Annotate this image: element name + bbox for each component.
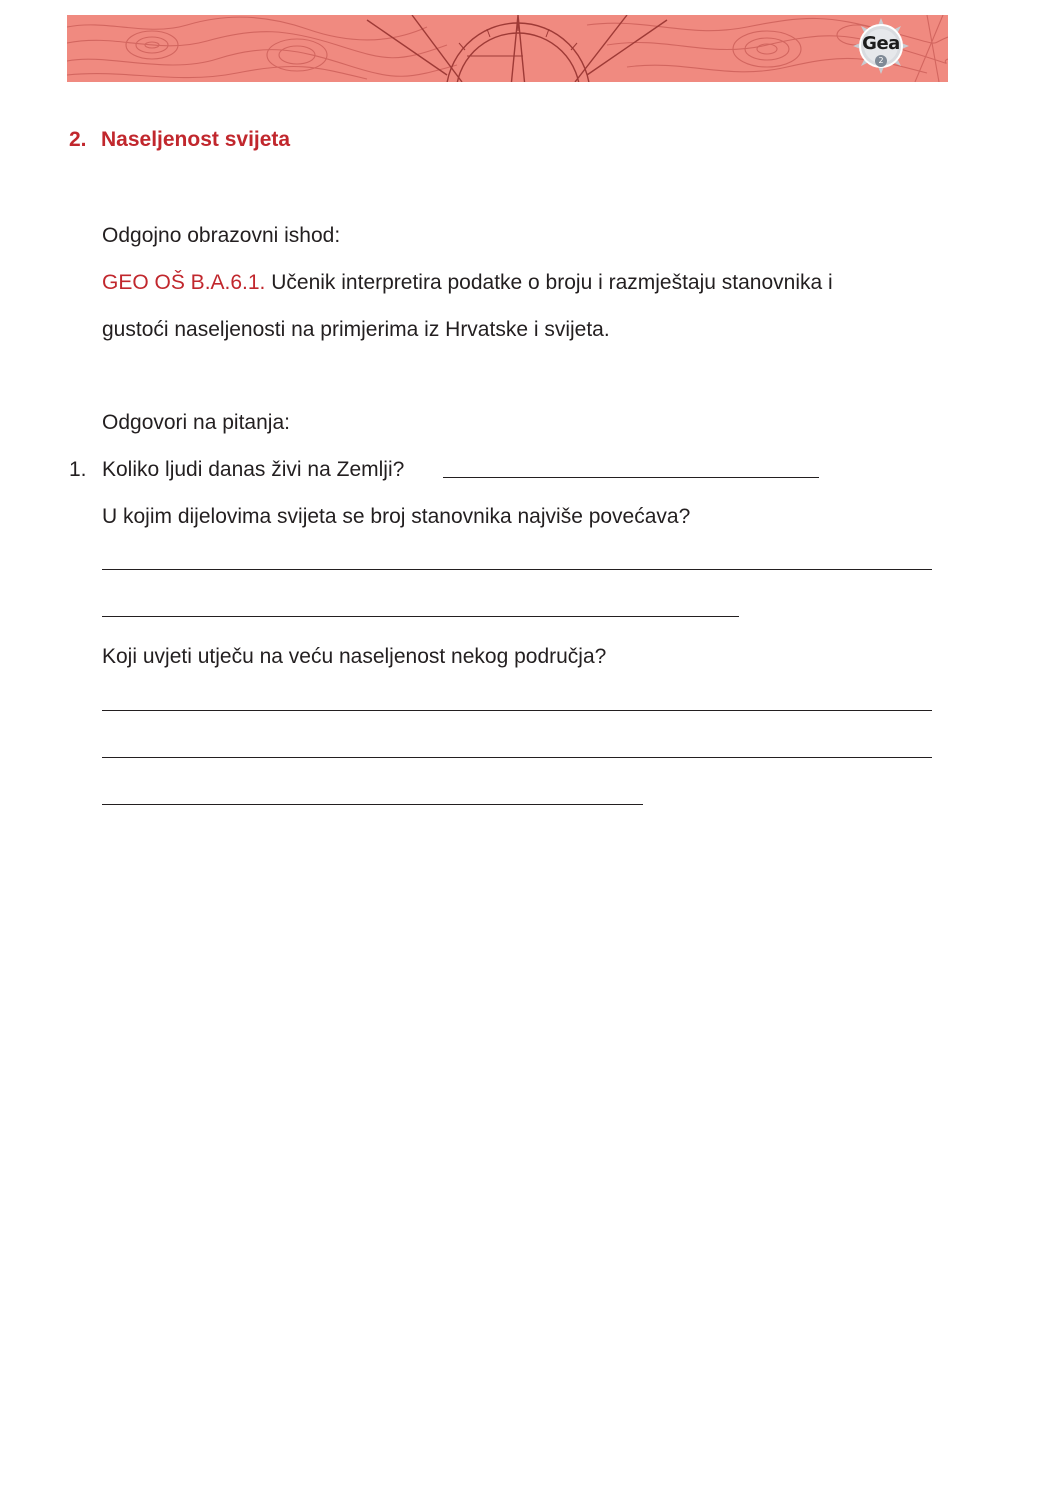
answer-line-q3-2[interactable] xyxy=(102,757,932,758)
questions-intro: Odgovori na pitanja: xyxy=(102,411,290,434)
question-number: 1. xyxy=(69,458,87,481)
question-1: Koliko ljudi danas živi na Zemlji? xyxy=(102,458,405,481)
section-title-text: Naseljenost svijeta xyxy=(101,128,291,151)
question-2: U kojim dijelovima svijeta se broj stanovnika najviše povećava? xyxy=(102,505,691,528)
answer-line-q3-1[interactable] xyxy=(102,710,932,711)
answer-line-q2-2[interactable] xyxy=(102,616,739,617)
section-number: 2. xyxy=(69,128,87,151)
topographic-map-decoration xyxy=(67,15,948,82)
header-banner xyxy=(67,15,948,82)
answer-line-q3-3[interactable] xyxy=(102,804,643,805)
answer-line-q1[interactable] xyxy=(443,477,819,478)
question-3: Koji uvjeti utječu na veću naseljenost nekog područja? xyxy=(102,645,607,668)
outcome-label: Odgojno obrazovni ishod: xyxy=(102,224,341,247)
outcome-code: GEO OŠ B.A.6.1. xyxy=(102,271,266,294)
outcome-line-1 xyxy=(102,269,833,297)
outcome-text-1: Učenik interpretira podatke o broju i razmještaju stanovnika i xyxy=(265,271,833,294)
outcome-line-2: gustoći naseljenosti na primjerima iz Hrvatske i svijeta. xyxy=(102,318,610,341)
logo-number: 2 xyxy=(878,56,884,65)
logo-text: Gea xyxy=(862,33,900,54)
answer-line-q2-1[interactable] xyxy=(102,569,932,570)
section-title xyxy=(69,128,290,152)
